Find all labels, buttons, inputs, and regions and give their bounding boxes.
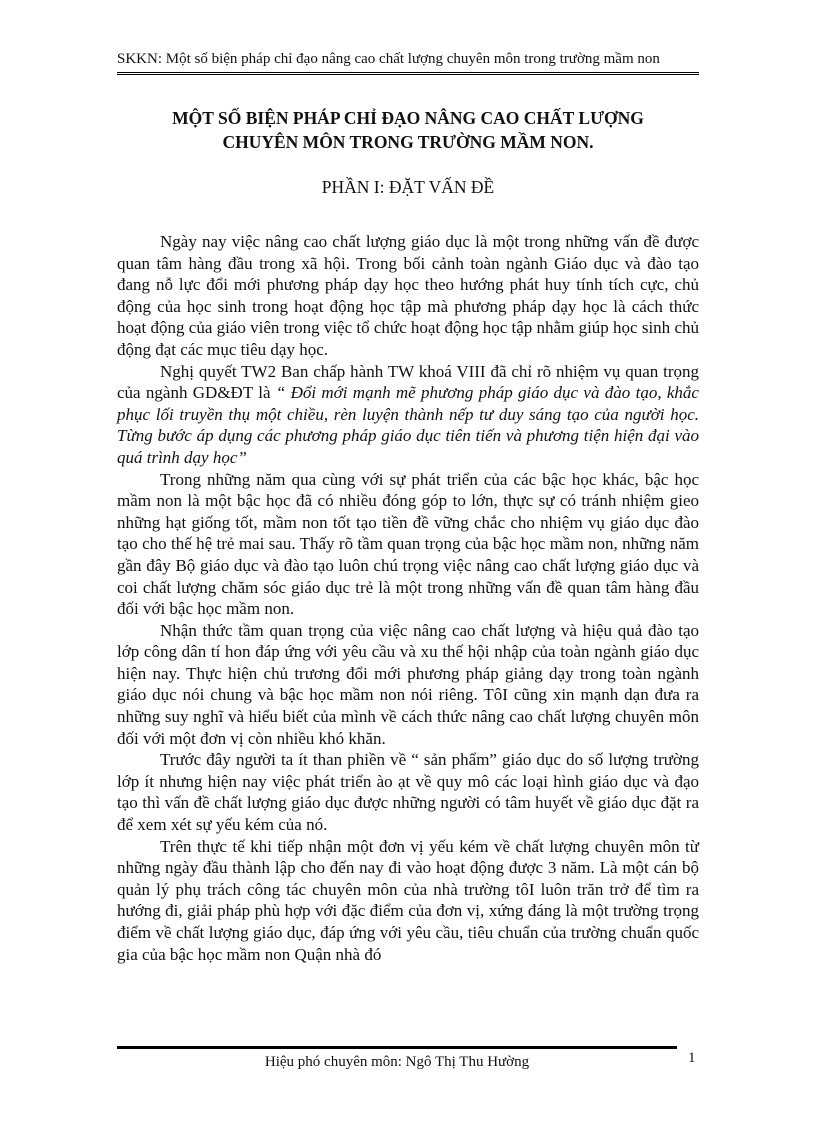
document-title <box>117 106 699 154</box>
document-body <box>117 231 699 965</box>
paragraph: Trong những năm qua cùng với sự phát triển của các bậc học khác, bậc học mầm non là một bậc học đã có nhiều đóng góp to lớn, thực sự có tránh nhiệm gieo những hạt giống tốt, mầm non tốt tạo tiền đề vững chắc cho nhiệm vụ giáo dục đào tạo cho thế hệ trẻ mai sau. Thấy rõ tầm quan trọng của bậc học mầm non, những năm gần đây Bộ giáo dục và đào tạo luôn chú trọng việc nâng cao chất lượng giáo dục và coi chất lượng chăm sóc giáo dục trẻ là một trong những vấn đề quan tâm hàng đầu đối với bậc học mầm non. <box>117 469 699 619</box>
paragraph: Ngày nay việc nâng cao chất lượng giáo dục là một trong những vấn đề được quan tâm hàng đầu trong xã hội. Trong bối cảnh toàn ngành Giáo dục và đào tạo đang nỗ lực đổi mới phương pháp dạy học theo hướng phát huy tính tích cực, chủ động của học sinh trong hoạt động học tập mà phương pháp dạy học là cách thức hoạt động của giáo viên trong việc tổ chức hoạt động học tập nhằm giúp học sinh chủ động đạt các mục tiêu dạy học. <box>117 232 699 359</box>
paragraph: Nhận thức tầm quan trọng của việc nâng cao chất lượng và hiệu quả đào tạo lớp công dân tí hon đáp ứng với yêu cầu và xu thế hội nhập của toàn ngành giáo dục hiện nay. Thực hiện chủ trương đổi mới phương pháp giảng dạy trong toàn ngành giáo dục nói chung và bậc học mầm non nói riêng. TôI cũng xin mạnh dạn đưa ra những suy nghĩ và hiểu biết của mình về cách thức nâng cao chất lượng chuyên môn đối với một đơn vị còn nhiều khó khăn. <box>117 620 699 748</box>
header-divider <box>117 72 699 75</box>
footer-author: Hiệu phó chuyên môn: Ngô Thị Thu Hường <box>264 1054 530 1070</box>
footer-divider <box>117 1046 677 1049</box>
title-line-2: CHUYÊN MÔN TRONG TRƯỜNG MẦM NON. <box>222 132 594 152</box>
paragraph: Trước đây người ta ít than phiền về “ sản phẩm” giáo dục do số lượng trường lớp ít nhưng hiện nay việc phát triển ào ạt về quy mô các loại hình giáo dục và đạo tạo thì vấn đề chất lượng giáo dục được những người có tâm huyết về giáo dục đặt ra để xem xét sự yếu kém của nó. <box>117 750 699 835</box>
title-line-1: MỘT SỐ BIỆN PHÁP CHỈ ĐẠO NÂNG CAO CHẤT LƯỢNG <box>172 108 644 128</box>
section-heading: PHẦN I: ĐẶT VẤN ĐỀ <box>321 177 495 197</box>
quote-text: “ Đổi mới mạnh mẽ phương pháp giáo dục và đào tạo, khắc phục lối truyền thụ một chiều, rèn luyện thành nếp tư duy sáng tạo của người học. Từng bước áp dụng các phương pháp giáo dục tiên tiến và phương tiện hiện đại vào quá trình dạy học” <box>117 383 699 467</box>
running-header: SKKN: Một số biện pháp chỉ đạo nâng cao chất lượng chuyên môn trong trường mầm non <box>117 51 660 67</box>
paragraph-with-quote <box>117 361 699 469</box>
paragraph-lead: Nghị quyết TW2 Ban chấp hành TW khoá VIII đã chỉ rõ nhiệm vụ quan trọng của ngành GD&ĐT là <box>117 361 699 403</box>
page-number: 1 <box>688 1050 696 1066</box>
paragraph: Trên thực tế khi tiếp nhận một đơn vị yếu kém về chất lượng chuyên môn từ những ngày đầu thành lập cho đến nay đi vào hoạt động được 3 năm. Là một cán bộ quản lý phụ trách công tác chuyên môn của nhà trường tôI luôn trăn trở để tìm ra hướng đi, giải pháp phù hợp với đặc điểm của đơn vị, xứng đáng là một trường trọng điểm về chất lượng giáo dục, đáp ứng với yêu cầu, tiêu chuẩn của trường chuẩn quốc gia của bậc học mầm non Quận nhà đó <box>117 836 699 964</box>
